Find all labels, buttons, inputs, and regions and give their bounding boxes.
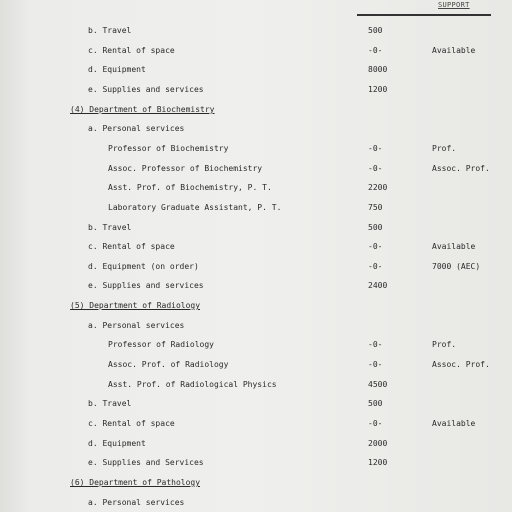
line-label: a. Personal services [88,321,185,330]
line-amount: -0- [368,419,383,428]
line-label: Professor of Radiology [108,340,214,349]
budget-line [0,496,512,510]
budget-line [0,142,512,156]
line-label: Laboratory Graduate Assistant, P. T. [108,203,282,212]
line-amount: -0- [368,262,383,271]
budget-line [0,122,512,136]
line-amount: 2000 [368,439,388,448]
budget-line [0,358,512,372]
line-label: a. Personal services [88,124,185,133]
line-note: Assoc. Prof. [432,164,490,173]
line-amount: 8000 [368,65,388,74]
line-amount: -0- [368,144,383,153]
line-amount: 500 [368,26,383,35]
budget-line [0,417,512,431]
budget-line [0,378,512,392]
section-heading [0,299,512,313]
budget-line [0,221,512,235]
line-amount: 750 [368,203,383,212]
line-amount: 500 [368,223,383,232]
line-note: Prof. [432,340,457,349]
line-amount: -0- [368,360,383,369]
line-label: Asst. Prof. of Radiological Physics [108,380,277,389]
line-amount: 1200 [368,85,388,94]
budget-line [0,437,512,451]
line-label: b. Travel [88,26,132,35]
line-label: c. Rental of space [88,46,175,55]
line-label: e. Supplies and Services [88,458,204,467]
line-label: c. Rental of space [88,242,175,251]
line-label: (5) Department of Radiology [70,301,201,310]
budget-line [0,338,512,352]
line-note: Prof. [432,144,457,153]
line-label: (6) Department of Pathology [70,478,201,487]
line-amount: -0- [368,46,383,55]
line-amount: 1200 [368,458,388,467]
line-label: d. Equipment (on order) [88,262,199,271]
line-label: d. Equipment [88,65,146,74]
line-label: Assoc. Prof. of Radiology [108,360,229,369]
budget-line [0,240,512,254]
section-heading [0,476,512,490]
budget-line [0,279,512,293]
budget-line [0,44,512,58]
line-note: Available [432,46,476,55]
budget-line [0,83,512,97]
line-amount: 2200 [368,183,388,192]
budget-line [0,260,512,274]
budget-line [0,201,512,215]
line-amount: -0- [368,164,383,173]
line-label: e. Supplies and services [88,85,204,94]
line-label: a. Personal services [88,498,185,507]
line-label: Assoc. Professor of Biochemistry [108,164,263,173]
line-label: Asst. Prof. of Biochemistry, P. T. [108,183,272,192]
line-amount: -0- [368,340,383,349]
line-note: Available [432,419,476,428]
line-amount: -0- [368,242,383,251]
section-heading [0,103,512,117]
line-amount: 4500 [368,380,388,389]
line-label: b. Travel [88,399,132,408]
line-amount: 2400 [368,281,388,290]
budget-line [0,181,512,195]
column-header-rule [357,14,491,16]
line-label: (4) Department of Biochemistry [70,105,215,114]
budget-line [0,397,512,411]
budget-line [0,319,512,333]
line-note: Available [432,242,476,251]
line-amount: 500 [368,399,383,408]
budget-line [0,24,512,38]
line-note: Assoc. Prof. [432,360,490,369]
budget-line [0,63,512,77]
budget-line [0,162,512,176]
budget-line [0,456,512,470]
line-label: Professor of Biochemistry [108,144,229,153]
line-note: 7000 (AEC) [432,262,481,271]
line-label: c. Rental of space [88,419,175,428]
line-label: b. Travel [88,223,132,232]
column-header: SUPPORT [438,1,470,9]
line-label: d. Equipment [88,439,146,448]
line-label: e. Supplies and services [88,281,204,290]
